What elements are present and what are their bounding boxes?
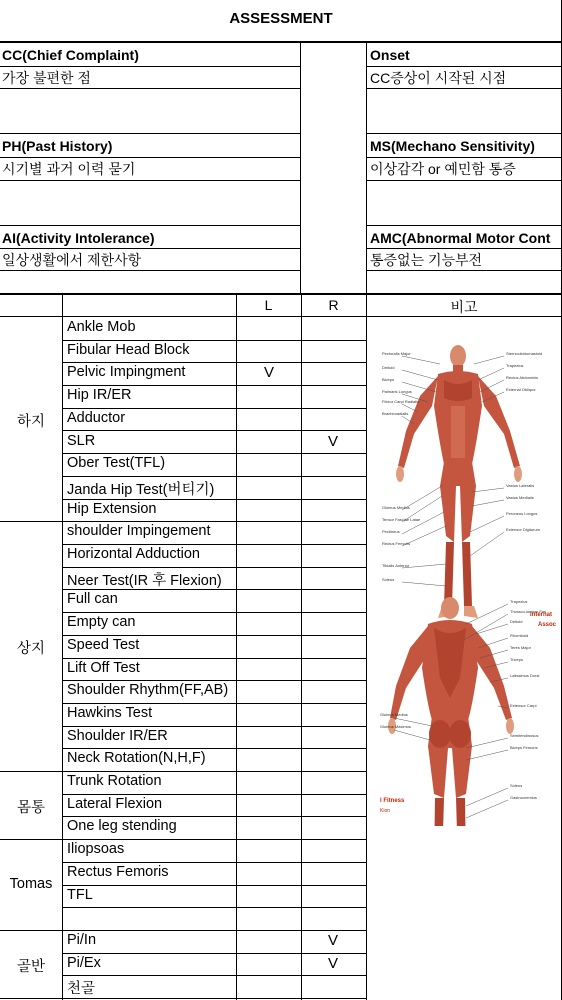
right-check-cell[interactable]: V xyxy=(327,954,338,972)
row-line xyxy=(0,998,366,999)
row-line xyxy=(62,430,366,431)
group-label: 상지 xyxy=(16,641,45,657)
test-item-name: shoulder Impingement xyxy=(67,523,211,540)
row-line xyxy=(366,66,562,67)
svg-text:Tibialis Anterior: Tibialis Anterior xyxy=(382,563,410,568)
col-l-header: L xyxy=(264,297,273,313)
amc-desc: 통증없는 기능부전 xyxy=(370,252,483,268)
ms-heading: MS(Mechano Sensitivity) xyxy=(370,138,535,154)
svg-text:Extensor Digitorum: Extensor Digitorum xyxy=(506,527,541,532)
svg-text:Latissimus Dorsi: Latissimus Dorsi xyxy=(510,673,540,678)
row-line xyxy=(366,133,562,134)
svg-text:Gluteus Maximus: Gluteus Maximus xyxy=(380,724,411,729)
test-item-name: Ankle Mob xyxy=(67,319,136,335)
svg-text:Pectoralis Major: Pectoralis Major xyxy=(382,351,411,356)
ph-desc: 시기별 과거 이력 묻기 xyxy=(2,161,136,177)
svg-text:Extensor Carpi: Extensor Carpi xyxy=(510,703,537,708)
ai-heading: AI(Activity Intolerance) xyxy=(2,230,155,246)
row-line xyxy=(366,180,562,181)
onset-heading: Onset xyxy=(370,47,410,63)
test-item-name: Shoulder Rhythm(FF,AB) xyxy=(67,682,229,699)
row-line xyxy=(0,66,300,67)
row-line xyxy=(62,362,366,363)
svg-text:Tensor Fasciae Latae: Tensor Fasciae Latae xyxy=(382,517,421,522)
ph-heading: PH(Past History) xyxy=(2,138,113,154)
row-line xyxy=(0,521,366,522)
section-divider-right xyxy=(366,42,367,294)
row-line xyxy=(0,771,366,772)
anatomy-figure xyxy=(380,336,556,826)
svg-text:Teres Major: Teres Major xyxy=(510,645,531,650)
row-line xyxy=(62,703,366,704)
col-line-item xyxy=(236,295,237,1000)
row-line xyxy=(0,225,300,226)
test-item-name: Hawkins Test xyxy=(67,704,153,721)
header-bottom-line xyxy=(0,316,562,317)
group-label: Tomas xyxy=(9,876,53,892)
row-line xyxy=(62,589,366,590)
row-line xyxy=(0,180,300,181)
row-line xyxy=(62,680,366,681)
test-item-name: Pelvic Impingment xyxy=(67,364,186,381)
test-item-name: Janda Hip Test(버티기) xyxy=(67,481,215,498)
test-item-name: Full can xyxy=(67,591,118,608)
col-line-l xyxy=(301,295,302,1000)
row-line xyxy=(366,225,562,226)
group-label: 골반 xyxy=(16,959,45,975)
row-line xyxy=(0,248,300,249)
row-line xyxy=(62,544,366,545)
svg-text:Trapezius: Trapezius xyxy=(506,363,524,368)
amc-heading: AMC(Abnormal Motor Cont xyxy=(370,230,551,246)
row-line xyxy=(0,88,300,89)
test-item-name: Rectus Femoris xyxy=(67,863,169,880)
title-divider xyxy=(0,41,562,43)
row-line xyxy=(366,157,562,158)
col-note-header: 비고 xyxy=(450,299,478,315)
section-table-divider xyxy=(0,293,562,295)
test-item-name: Adductor xyxy=(67,409,126,426)
col-line-group xyxy=(62,295,63,1000)
cc-heading: CC(Chief Complaint) xyxy=(2,47,139,63)
test-item-name: Speed Test xyxy=(67,636,140,653)
test-item-name: Trunk Rotation xyxy=(67,773,162,789)
right-check-cell[interactable]: V xyxy=(327,432,338,450)
row-line xyxy=(0,270,300,271)
row-line xyxy=(62,385,366,386)
svg-text:Gluteus Medius: Gluteus Medius xyxy=(382,505,410,510)
row-line xyxy=(62,816,366,817)
test-item-name: Neer Test(IR 후 Flexion) xyxy=(67,572,222,589)
row-line xyxy=(62,975,366,976)
svg-text:Peroneus Longus: Peroneus Longus xyxy=(506,511,538,516)
test-item-name: TFL xyxy=(67,886,93,903)
svg-text:Soleus: Soleus xyxy=(382,577,395,582)
row-line xyxy=(62,953,366,954)
ai-desc: 일상생활에서 제한사항 xyxy=(2,252,142,268)
svg-text:Brachioradialis: Brachioradialis xyxy=(382,411,409,416)
svg-text:Rhomboid: Rhomboid xyxy=(510,633,529,638)
svg-text:Palmaris Longus: Palmaris Longus xyxy=(382,389,412,394)
svg-text:Deltoid: Deltoid xyxy=(510,619,523,624)
back-brand: l Fitness xyxy=(380,798,405,804)
svg-text:Trapezius: Trapezius xyxy=(510,599,528,604)
test-item-name: 천골 xyxy=(67,981,96,998)
test-item-name: Pi/Ex xyxy=(67,954,101,971)
onset-desc: CC증상이 시작된 시점 xyxy=(370,70,507,86)
test-item-name: Empty can xyxy=(67,614,136,631)
test-item-name: SLR xyxy=(67,432,96,449)
row-line xyxy=(0,839,366,840)
svg-text:Soleus: Soleus xyxy=(510,783,523,788)
group-label: 몸통 xyxy=(16,800,45,816)
row-line xyxy=(62,476,366,477)
group-label: 하지 xyxy=(16,414,45,430)
test-item-name: Hip Extension xyxy=(67,500,157,517)
col-line-r xyxy=(366,295,367,1000)
section-divider-left xyxy=(300,42,301,294)
test-item-name: Lateral Flexion xyxy=(67,795,163,812)
svg-text:Deltoid: Deltoid xyxy=(382,365,395,370)
test-item-name: Iliopsoas xyxy=(67,841,125,858)
row-line xyxy=(62,453,366,454)
test-item-name: Fibular Head Block xyxy=(67,341,190,358)
row-line xyxy=(62,612,366,613)
svg-text:Pectineus: Pectineus xyxy=(382,529,400,534)
svg-text:Thoraco-lumbar Fas: Thoraco-lumbar Fas xyxy=(510,609,547,614)
col-r-header: R xyxy=(328,297,339,313)
front-brand: Internat xyxy=(530,612,553,618)
svg-text:Triceps: Triceps xyxy=(510,657,523,662)
row-line xyxy=(62,907,366,908)
test-item-name: Pi/In xyxy=(67,931,97,948)
svg-text:Vastus Medialis: Vastus Medialis xyxy=(506,495,534,500)
cc-desc: 가장 불편한 점 xyxy=(2,70,91,86)
right-check-cell[interactable]: V xyxy=(327,931,338,949)
front-brand-2: Assoc xyxy=(538,622,556,628)
row-line xyxy=(0,157,300,158)
svg-text:Rectus Abdominis: Rectus Abdominis xyxy=(506,375,539,380)
test-item-name: Ober Test(TFL) xyxy=(67,455,166,472)
row-line xyxy=(366,88,562,89)
svg-text:Gluteus Medius: Gluteus Medius xyxy=(380,712,408,717)
svg-text:Rectus Femoris: Rectus Femoris xyxy=(382,541,411,546)
page-title: ASSESSMENT xyxy=(229,10,333,27)
row-line xyxy=(62,885,366,886)
left-check-cell[interactable]: V xyxy=(263,364,274,382)
ms-desc: 이상감각 or 예민함 통증 xyxy=(370,161,516,177)
svg-text:Biceps Femoris: Biceps Femoris xyxy=(510,745,538,750)
test-item-name: Neck Rotation(N,H,F) xyxy=(67,750,206,767)
test-item-name: Horizontal Adduction xyxy=(67,546,200,562)
test-item-name: Shoulder IR/ER xyxy=(67,727,168,744)
svg-text:Gastrocnemius: Gastrocnemius xyxy=(510,795,537,800)
row-line xyxy=(0,930,366,931)
svg-text:Semitendinosus: Semitendinosus xyxy=(510,733,539,738)
svg-text:External Oblique: External Oblique xyxy=(506,387,536,392)
test-item-name: Hip IR/ER xyxy=(67,387,132,404)
svg-text:Sternocleidomastoid: Sternocleidomastoid xyxy=(506,351,543,356)
svg-text:Biceps: Biceps xyxy=(382,377,395,382)
test-item-name: One leg stending xyxy=(67,818,177,835)
svg-text:Flexor Carpi Radialis: Flexor Carpi Radialis xyxy=(382,399,420,404)
test-item-name: Lift Off Test xyxy=(67,659,140,676)
row-line xyxy=(366,270,562,271)
row-line xyxy=(366,248,562,249)
row-line xyxy=(0,133,300,134)
back-brand-2: Kion xyxy=(380,808,391,814)
row-line xyxy=(62,748,366,749)
svg-text:Vastus Lateralis: Vastus Lateralis xyxy=(506,483,535,488)
